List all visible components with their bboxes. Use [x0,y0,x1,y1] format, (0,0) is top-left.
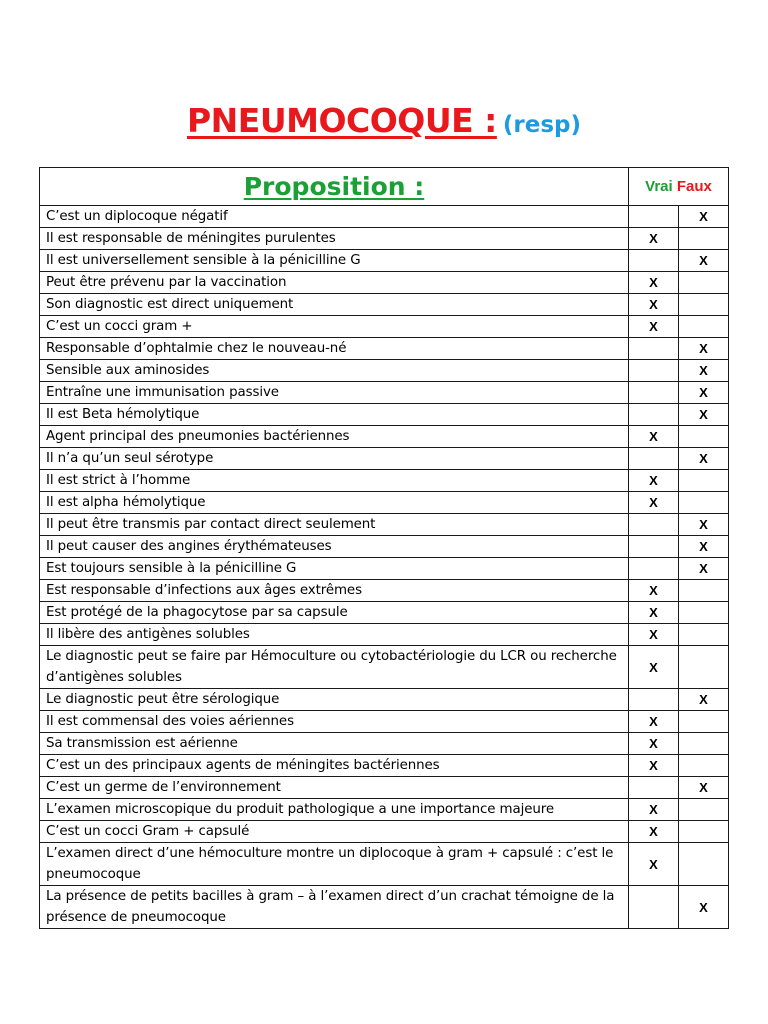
answer-mark: X [649,758,658,773]
faux-cell [679,470,729,492]
proposition-text: Peut être prévenu par la vaccination [40,272,629,294]
vrai-cell [629,206,679,228]
vrai-cell [629,448,679,470]
table-row [40,360,729,382]
answer-mark: X [649,802,658,817]
table-row [40,514,729,536]
faux-cell [679,316,729,338]
qcm-table [39,167,729,929]
faux-cell [679,272,729,294]
subtitle-text: (resp) [502,112,581,138]
proposition-text: Il est strict à l’homme [40,470,629,492]
vrai-cell [629,777,679,799]
answer-mark: X [699,451,708,466]
proposition-text: Entraîne une immunisation passive [40,382,629,404]
faux-cell [679,536,729,558]
faux-cell [679,448,729,470]
answer-mark: X [649,659,658,675]
proposition-text: Le diagnostic peut être sérologique [40,689,629,711]
faux-cell [679,843,729,886]
table-row [40,382,729,404]
proposition-text: Sensible aux aminosides [40,360,629,382]
table-row [40,404,729,426]
proposition-text: Il peut causer des angines érythémateuses [40,536,629,558]
answer-mark: X [649,627,658,642]
answer-mark: X [649,824,658,839]
faux-cell [679,821,729,843]
vrai-cell [629,558,679,580]
answer-mark: X [649,231,658,246]
vrai-cell [629,228,679,250]
proposition-text: Responsable d’ophtalmie chez le nouveau-né [40,338,629,360]
vrai-cell [629,250,679,272]
vrai-cell [629,272,679,294]
table-row [40,228,729,250]
table-row [40,799,729,821]
answer-mark: X [649,856,658,872]
vrai-cell [629,886,679,929]
page-title [0,101,768,140]
table-row [40,821,729,843]
proposition-text: Agent principal des pneumonies bactériennes [40,426,629,448]
vrai-cell [629,580,679,602]
proposition-text: C’est un germe de l’environnement [40,777,629,799]
faux-cell [679,646,729,689]
vrai-cell [629,843,679,886]
proposition-text: Il n’a qu’un seul sérotype [40,448,629,470]
qcm-table-body [40,206,729,929]
vrai-cell [629,755,679,777]
answer-mark: X [649,714,658,729]
answer-mark: X [699,561,708,576]
vrai-cell [629,426,679,448]
proposition-text: L’examen microscopique du produit pathologique a une importance majeure [40,799,629,821]
vrai-cell [629,382,679,404]
table-row [40,426,729,448]
table-header-row [40,168,729,206]
title-text: PNEUMOCOQUE : [186,101,497,140]
answer-mark: X [649,473,658,488]
table-row [40,338,729,360]
answer-mark: X [649,429,658,444]
vrai-cell [629,470,679,492]
proposition-text: Son diagnostic est direct uniquement [40,294,629,316]
vrai-cell [629,624,679,646]
faux-cell [679,514,729,536]
proposition-text: Il est universellement sensible à la pénicilline G [40,250,629,272]
table-row [40,294,729,316]
faux-cell [679,382,729,404]
faux-cell [679,558,729,580]
vrai-cell [629,711,679,733]
proposition-text: Il peut être transmis par contact direct seulement [40,514,629,536]
faux-cell [679,206,729,228]
table-row [40,316,729,338]
faux-header: Faux [676,178,712,195]
answer-mark: X [649,736,658,751]
proposition-text: Il est commensal des voies aériennes [40,711,629,733]
vrai-cell [629,294,679,316]
answer-mark: X [699,407,708,422]
answer-mark: X [649,297,658,312]
faux-cell [679,624,729,646]
faux-cell [679,689,729,711]
vrai-cell [629,821,679,843]
faux-cell [679,250,729,272]
answer-mark: X [699,363,708,378]
faux-cell [679,777,729,799]
faux-cell [679,294,729,316]
table-row [40,602,729,624]
proposition-text: Le diagnostic peut se faire par Hémoculture ou cytobactériologie du LCR ou recherche d’antigènes solubles [40,646,629,689]
vrai-cell [629,689,679,711]
faux-cell [679,799,729,821]
faux-cell [679,711,729,733]
answer-mark: X [649,275,658,290]
table-row [40,206,729,228]
proposition-text: Sa transmission est aérienne [40,733,629,755]
answer-mark: X [699,539,708,554]
faux-cell [679,580,729,602]
vrai-header: Vrai [645,178,673,195]
table-row [40,646,729,689]
answer-mark: X [699,517,708,532]
answer-mark: X [699,341,708,356]
answer-mark: X [649,605,658,620]
faux-cell [679,360,729,382]
faux-cell [679,755,729,777]
faux-cell [679,492,729,514]
faux-cell [679,886,729,929]
answer-mark: X [699,209,708,224]
table-row [40,777,729,799]
proposition-text: Est responsable d’infections aux âges extrêmes [40,580,629,602]
table-row [40,250,729,272]
proposition-text: C’est un des principaux agents de méningites bactériennes [40,755,629,777]
table-row [40,624,729,646]
proposition-text: C’est un cocci gram + [40,316,629,338]
faux-cell [679,404,729,426]
vrai-cell [629,536,679,558]
table-row [40,558,729,580]
table-row [40,470,729,492]
vrai-cell [629,733,679,755]
vrai-cell [629,404,679,426]
proposition-text: L’examen direct d’une hémoculture montre un diplocoque à gram + capsulé : c’est le pneumocoque [40,843,629,886]
proposition-text: Il est Beta hémolytique [40,404,629,426]
answer-mark: X [699,692,708,707]
proposition-text: Il est alpha hémolytique [40,492,629,514]
vrai-cell [629,602,679,624]
vrai-cell [629,360,679,382]
table-row [40,580,729,602]
answer-mark: X [649,583,658,598]
table-row [40,755,729,777]
answer-mark: X [649,495,658,510]
faux-cell [679,426,729,448]
vrai-cell [629,338,679,360]
table-row [40,448,729,470]
vrai-cell [629,514,679,536]
proposition-header: Proposition : [40,168,629,206]
answer-mark: X [699,899,708,915]
table-row [40,843,729,886]
table-row [40,733,729,755]
vrai-cell [629,799,679,821]
faux-cell [679,228,729,250]
proposition-text: C’est un diplocoque négatif [40,206,629,228]
answer-mark: X [699,780,708,795]
faux-cell [679,602,729,624]
table-row [40,536,729,558]
table-row [40,886,729,929]
vrai-cell [629,492,679,514]
answer-mark: X [699,253,708,268]
answer-mark: X [649,319,658,334]
table-row [40,711,729,733]
vrai-cell [629,316,679,338]
table-row [40,492,729,514]
faux-cell [679,338,729,360]
vrai-faux-header [629,168,729,206]
proposition-text: C’est un cocci Gram + capsulé [40,821,629,843]
proposition-text: Est protégé de la phagocytose par sa capsule [40,602,629,624]
proposition-text: Il est responsable de méningites purulentes [40,228,629,250]
table-row [40,689,729,711]
table-row [40,272,729,294]
faux-cell [679,733,729,755]
answer-mark: X [699,385,708,400]
proposition-text: Il libère des antigènes solubles [40,624,629,646]
proposition-text: La présence de petits bacilles à gram – à l’examen direct d’un crachat témoigne de la présence de pneumocoque [40,886,629,929]
proposition-text: Est toujours sensible à la pénicilline G [40,558,629,580]
vrai-cell [629,646,679,689]
